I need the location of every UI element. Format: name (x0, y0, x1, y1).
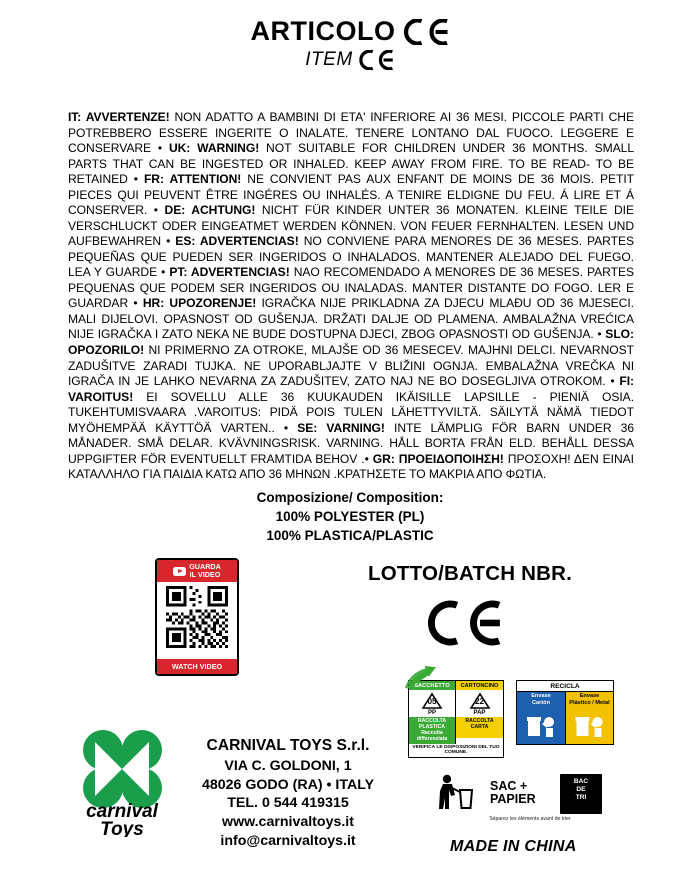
recicla-cell-plastico (565, 691, 613, 745)
warnings-text (68, 110, 634, 483)
recycle-bin-yellow-icon (566, 708, 613, 744)
video-badge-header-text (189, 563, 221, 579)
paper-foot (456, 717, 503, 738)
ce-icon-large (428, 600, 504, 651)
recicla-carton-line1: Envase (531, 693, 551, 699)
paper-number: 22 (474, 697, 485, 706)
recicla-plastico-line2: Plástico / Metal (569, 699, 610, 706)
svg-text:Toys: Toys (100, 819, 144, 837)
recicla-carton-line2: Cartón (531, 699, 551, 706)
composition-line-2: 100% PLASTICA/PLASTIC (266, 528, 434, 544)
watch-video-badge[interactable] (155, 558, 239, 676)
video-badge-header (157, 560, 237, 582)
brand-name: CARNIVAL TOYS S.r.l. (206, 737, 370, 754)
ce-icon-small (359, 50, 395, 70)
sac-papier-text (490, 780, 536, 806)
made-in-china-label: MADE IN CHINA (450, 838, 577, 855)
composition-block (0, 488, 700, 545)
plastic-number: 05 (427, 697, 437, 706)
brand-website[interactable]: www.carnivaltoys.it (222, 814, 354, 831)
item-label: ITEM (305, 49, 353, 70)
paper-code: PAP (473, 710, 486, 717)
bac-line3: TRI (575, 793, 587, 801)
plastic-foot (409, 717, 455, 744)
bac-line1: BAC (573, 778, 589, 785)
bac-de-tri-box (560, 774, 602, 814)
header-articolo-row (0, 16, 700, 47)
video-badge-line1: GUARDA (189, 562, 221, 571)
sac-papier-line2: PAPIER (490, 792, 536, 807)
recicla-box (516, 680, 614, 745)
brand-address-2: 48026 GODO (RA) • ITALY (201, 776, 375, 793)
recycle-bin-blue-icon (517, 708, 565, 744)
recicla-cell-carton (517, 691, 565, 745)
bac-line2: DE (576, 785, 586, 793)
plastic-code: PP (427, 710, 436, 717)
tidyman-icon (430, 772, 478, 816)
recicla-title: RECICLA (550, 682, 580, 690)
clover-logo-icon (75, 722, 170, 837)
recicla-carton-label (517, 692, 565, 709)
composition-title: Composizione/ Composition: (256, 490, 444, 505)
plastic-head: SACCHETTO (409, 681, 455, 690)
verifica-note: VERIFICA LE DISPOSIZIONI DEL TUO COMUNE. (412, 745, 500, 756)
header-item-row (0, 49, 700, 71)
brand-address-block (178, 736, 398, 851)
header (0, 0, 700, 71)
sac-papier-block (430, 772, 630, 824)
lotto-batch-label: LOTTO/BATCH NBR. (368, 562, 573, 585)
composition-line-1: 100% POLYESTER (PL) (275, 509, 425, 525)
recicla-plastico-label (566, 692, 613, 709)
plastic-foot-2: Raccolta differenziata (416, 729, 448, 742)
svg-text:carnival: carnival (86, 801, 158, 822)
ce-icon (404, 19, 450, 45)
recicla-plastico-line1: Envase (579, 693, 600, 699)
sac-papier-line1: SAC + (490, 779, 528, 793)
sac-papier-footnote: Séparez les éléments avant de trier (489, 816, 571, 822)
recycling-symbols (408, 672, 648, 830)
recicla-carton-pictogram (517, 708, 565, 744)
carnival-logo (75, 722, 170, 840)
qr-code-icon[interactable] (166, 586, 228, 648)
video-badge-line2: IL VIDEO (189, 570, 221, 580)
brand-address-1: VIA C. GOLDONI, 1 (224, 757, 352, 774)
video-badge-footer: WATCH VIDEO (157, 659, 237, 674)
recicla-plastico-pictogram (566, 708, 613, 744)
warnings-paragraph: IT: AVVERTENZE! NON ADATTO A BAMBINI DI ETA' INFERIORE AI 36 MESI. PICCOLE PARTI CHE POTREBBERO ESSERE INGERITE O INALATE. TENERE LONTANO DAL FUOCO. LEGGERE E CONSERVARE • UK: WARNING! NOT SUITABLE FOR CHILDREN UNDER 36 MONTHS. SMALL PARTS THAT CAN BE INGESTED OR INHALED. KEEP AWAY FROM FIRE. TO BE READ- TO BE RETAINED • FR: ATTENTION! NE CONVIENT PAS AUX ENFANT DE MOINS DE 36 MOIS. PETIT PIECES QUI PEUVENT ÊTRE INGÉRES OU INHALÉS. A TENIRE ELDIGNE DU FEU. Á LIRE ET Á CONSERVER. • DE: ACHTUNG! NICHT FÜR KINDER UNTER 36 MONATEN. KLEINE TEILE DIE VERSCHLUCKT ODER EINGEATMET WERDEN KÖNNEN. VON FEUER FERNHALTEN. LESEN UND AUFBEWAHREN • ES: ADVERTENCIAS! NO CONVIENE PARA MENORES DE 36 MESES. PARTES PEQUEÑAS QUE PUEDEN SER INGERIDOS O INHALADOS. MANTENER ALEJADO DEL FUEGO. LEA Y GUARDE • PT: ADVERTENCIAS! NAO RECOMENDADO A MENORES DE 36 MESES. PARTES PEQUENAS QUE PODEM SER INGERIDOS OU INALADAS. MANTER DISTANTE DO FOGO. LER E GUARDAR • HR: UPOZORENJE! IGRAČKA NIJE PRIKLADNA ZA DJECU MLAĐU OD 36 MJESECI. MALI DIJELOVI. OPASNOST OD GUŠENJA. DRŽATI DALJE OD PLAMENA. AMBALAŽNA VREĆICA NIJE IGRAČKA I ZATO NEKA NE BUDE DOSTUPNA DJECI, ZBOG OPASNOSTI OD GUŠENJA. • SLO: OPOZORILO! NI PRIMERNO ZA OTROKE, MLAJŠE OD 36 MESECEV. MAJHNI DELCI. NEVARNOST ZADUŠITVE ZARADI TUJKA. NE UPORABLJAJTE V BLIŽINI OGNJA. EMBALAŽNA VREČKA NI IGRAČA IN JE LAHKO NEVARNA ZA ZADUŠITEV, ZATO NAJ NE BO DOSEGLJIVA OTROKOM. • FI: VAROITUS! EI SOVELLU ALLE 36 KUUKAUDEN IKÄISILLE LAPSILLE - PIENIÄ OSIA. TUKEHTUMISVAARA .VAROITUS: PIDÄ POIS TULEN LÄHETTYVILTÄ. SÄILYTÄ NÄMÄ TIEDOT MYÖHEMPÄÄ KÄYTTÖÄ VARTEN.. • SE: VARNING! INTE LÄMPLIG FÖR BARN UNDER 36 MÅNADER. SMÅ DELAR. KVÄVNINGSRISK. VARNING. HÅLL BORTA FRÅN ELD. BEHÅLL DESSA UPPGIFTER FÖR EVENTUELLT FRAMTIDA BEHOV .• GR: ΠΡΟΕΙΔΟΠΟΙΗΣΗ! ΠΡΟΣΟΧΗ! ΔΕΝ ΕΙΝΑΙ ΚΑΤΑΛΛΗΛΟ ΓΙΑ ΠΑΙΔΙΑ ΚΑΤΩ ΑΠΟ 36 ΜΗΝΩΝ .ΚΡΑΤΗΣΕΤΕ ΤΟ ΜΑΚΡΙΑ ΑΠΟ ΦΩΤΙΑ. (68, 110, 634, 482)
paper-head: CARTONCINO (456, 681, 503, 690)
paper-foot-text: RACCOLTA CARTA (465, 717, 494, 730)
green-arrow-icon (404, 666, 438, 692)
brand-phone: TEL. 0 544 419315 (227, 795, 349, 812)
brand-email[interactable]: info@carnivaltoys.it (220, 833, 356, 850)
youtube-play-icon (173, 567, 186, 576)
plastic-foot-1: RACCOLTA PLASTICA (417, 717, 447, 730)
page-title: ARTICOLO (250, 16, 396, 46)
